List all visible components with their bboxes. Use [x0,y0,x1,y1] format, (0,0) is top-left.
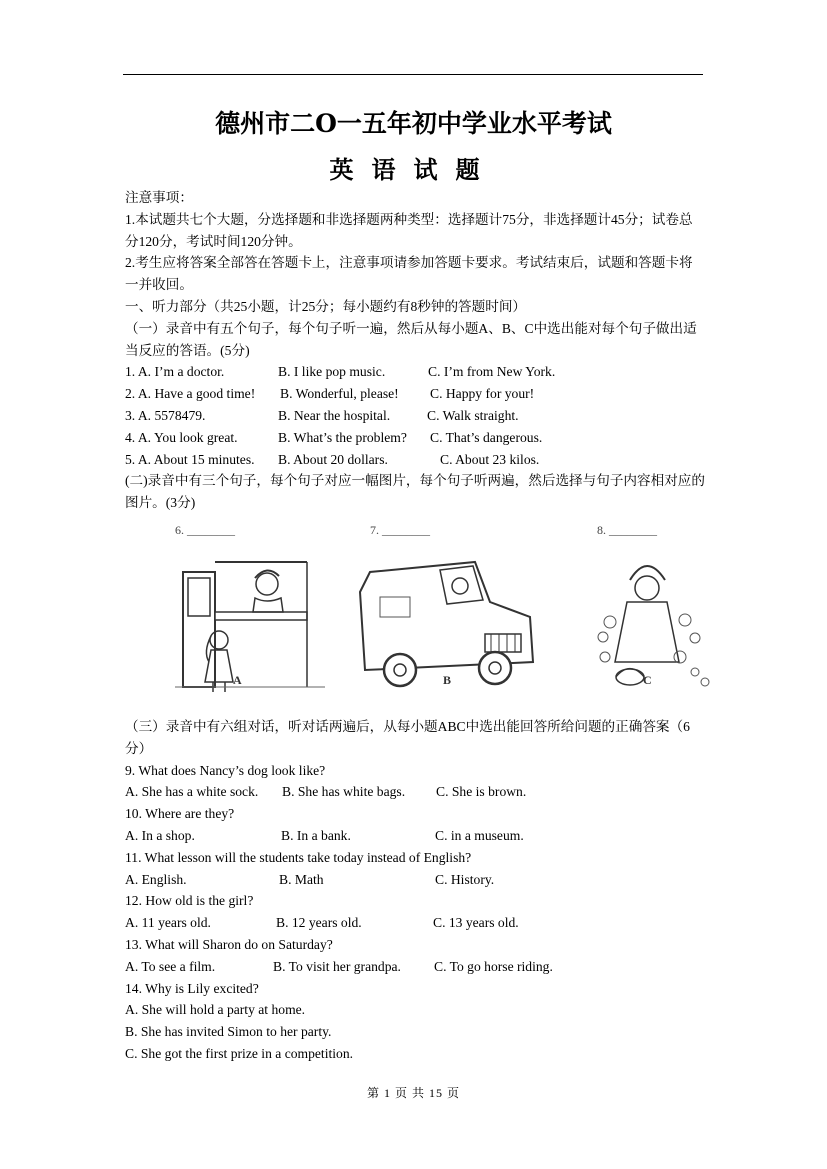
section3-heading: （三）录音中有六组对话，听对话两遍后，从每小题ABC中选出能回答所给问题的正确答案（6分） [125,718,690,756]
option-c: C. She got the first prize in a competition. [125,1045,354,1061]
question-row [125,781,705,803]
notice-heading: 注意事项： [125,190,193,205]
question-text: 11. What lesson will the students take today instead of English? [125,849,472,865]
option-c: C. I’m from New York. [428,364,556,380]
option-b: B. What’s the problem? [278,429,407,445]
exam-content [125,187,705,1065]
option-b: B. 12 years old. [276,915,362,931]
figure-letter: B [443,672,452,687]
option-a: 1. A. I’m a doctor. [125,364,225,380]
question-row [125,361,705,383]
exam-title: 德州市二O一五年初中学业水平考试 [215,109,612,138]
option-c: C. She is brown. [436,784,527,800]
option-b: B. She has invited Simon to her party. [125,1024,332,1040]
option-a: 4. A. You look great. [125,429,238,445]
question-row [125,449,705,471]
option-c: C. That’s dangerous. [430,429,543,445]
option-b: B. In a bank. [281,827,351,843]
question-row [125,912,705,934]
question-text: 10. Where are they? [125,806,235,822]
notice-item-2: 2.考生应将答案全部答在答题卡上，注意事项请参加答题卡要求。考试结束后，试题和答题卡将一并收回。 [125,255,693,293]
picture-strip [125,520,705,716]
question-row [125,869,705,891]
figure-number: 8. ________ [597,522,657,537]
section1-heading: （一）录音中有五个句子，每个句子听一遍，然后从每小题A、B、C中选出能对每个句子做出适当反应的答语。(5分) [125,320,697,358]
question-row [125,427,705,449]
figure-b [355,520,540,716]
figure-c [585,520,715,716]
option-c: C. Happy for your! [430,386,535,402]
question-row [125,956,705,978]
option-c: C. Walk straight. [427,407,519,423]
question-text: 14. Why is Lily excited? [125,980,259,996]
question-text: 13. What will Sharon do on Saturday? [125,936,333,952]
question-row [125,383,705,405]
option-a: A. English. [125,871,187,887]
option-a: 5. A. About 15 minutes. [125,451,255,467]
option-b: B. Near the hospital. [278,407,391,423]
question-row [125,405,705,427]
question-row [125,825,705,847]
notice-item-1: 1.本试题共七个大题，分选择题和非选择题两种类型：选择题计75分，非选择题计45分；试卷总分120分，考试时间120分钟。 [125,211,693,249]
option-a: 3. A. 5578479. [125,407,206,423]
option-c: C. About 23 kilos. [440,451,540,467]
option-c: C. History. [435,871,495,887]
option-a: A. She has a white sock. [125,784,259,800]
option-b: B. Math [279,871,324,887]
option-a: A. 11 years old. [125,915,211,931]
option-c: C. To go horse riding. [434,958,553,974]
option-c: C. 13 years old. [433,915,519,931]
option-b: B. She has white bags. [282,784,406,800]
option-a: A. To see a film. [125,958,216,974]
part1-heading: 一、听力部分（共25小题，计25分；每小题约有8秒钟的答题时间） [125,298,527,314]
question-text: 9. What does Nancy’s dog look like? [125,762,326,778]
ticket-booth-illustration [175,542,325,702]
option-b: B. I like pop music. [278,364,386,380]
option-a: 2. A. Have a good time! [125,386,256,402]
exam-subtitle: 英语试题 [329,155,498,184]
figure-a [175,520,325,716]
figure-number: 7. ________ [370,522,430,537]
figure-letter: A [233,672,242,687]
figure-number: 6. ________ [175,522,235,537]
option-a: A. In a shop. [125,827,195,843]
option-b: B. Wonderful, please! [280,386,399,402]
section2-heading: (二)录音中有三个句子，每个句子对应一幅图片，每个句子听两遍，然后选择与句子内容相对应的图片。(3分) [125,473,705,511]
option-b: B. To visit her grandpa. [273,958,401,974]
option-c: C. in a museum. [435,827,524,843]
page-footer: 第 1 页 共 15 页 [366,1086,460,1100]
option-b: B. About 20 dollars. [278,451,388,467]
question-text: 12. How old is the girl? [125,893,254,909]
figure-letter: C [643,672,652,687]
header-rule [123,74,703,75]
option-a: A. She will hold a party at home. [125,1002,306,1018]
